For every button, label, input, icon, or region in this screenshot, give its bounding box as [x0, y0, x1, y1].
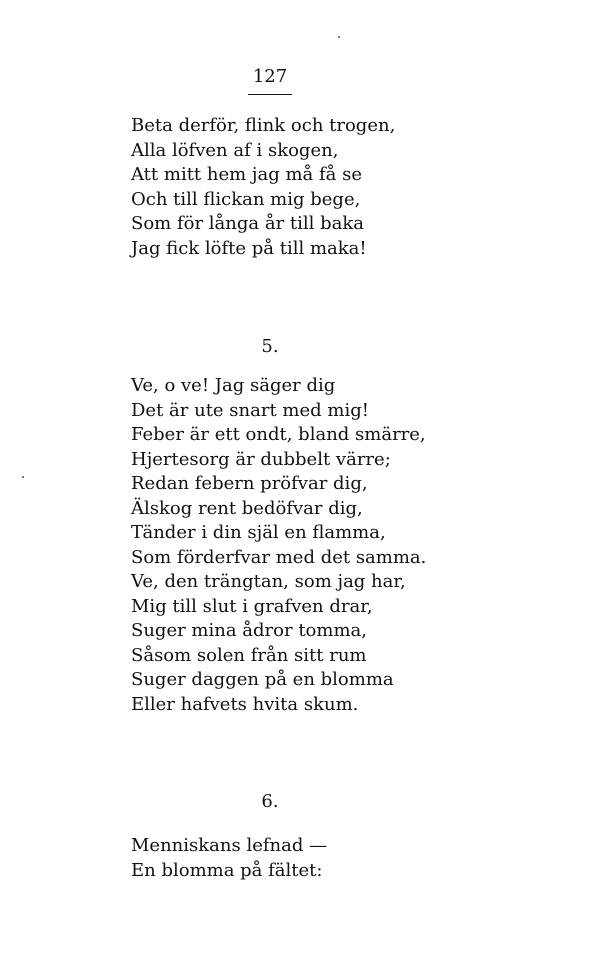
verse-line: Suger daggen på en blomma	[131, 669, 394, 690]
verse-line: Menniskans lefnad —	[131, 835, 328, 856]
section-5-heading: 5.	[261, 336, 279, 357]
paper-speck	[338, 36, 340, 38]
verse-line: Suger mina ådror tomma,	[131, 620, 367, 641]
verse-line: Feber är ett ondt, bland smärre,	[131, 424, 426, 445]
verse-line: Som förderfvar med det samma.	[131, 546, 427, 568]
verse-line: Jag fick löfte på till maka!	[131, 237, 367, 259]
verse-line: Såsom solen från sitt rum	[131, 644, 367, 666]
section-6-stanza	[131, 834, 327, 883]
verse-line: Älskog rent bedöfvar dig,	[131, 497, 363, 519]
verse-line: Alla löfven af i skogen,	[131, 139, 339, 161]
verse-line: Tänder i din själ en flamma,	[131, 522, 386, 543]
verse-line: Hjertesorg är dubbelt värre;	[131, 448, 391, 470]
verse-line: Att mitt hem jag må få se	[131, 164, 363, 185]
verse-line: Beta derför, flink och trogen,	[131, 115, 396, 136]
section-6-heading: 6.	[261, 791, 279, 812]
section-5-stanza	[131, 374, 426, 717]
page-number: 127	[252, 66, 288, 87]
verse-line: Ve, o ve! Jag säger dig	[131, 375, 336, 396]
verse-line: Och till flickan mig bege,	[131, 188, 361, 210]
verse-line: Ve, den trängtan, som jag har,	[131, 571, 406, 592]
verse-line: Redan febern pröfvar dig,	[131, 473, 368, 494]
opening-stanza	[131, 114, 395, 261]
verse-line: Eller hafvets hvita skum.	[131, 693, 359, 715]
verse-line: Det är ute snart med mig!	[131, 399, 369, 421]
paper-speck	[22, 476, 24, 478]
verse-line: En blomma på fältet:	[131, 859, 323, 881]
verse-line: Mig till slut i grafven drar,	[131, 595, 373, 617]
verse-line: Som för långa år till baka	[131, 213, 365, 234]
page-number-rule	[248, 94, 292, 95]
